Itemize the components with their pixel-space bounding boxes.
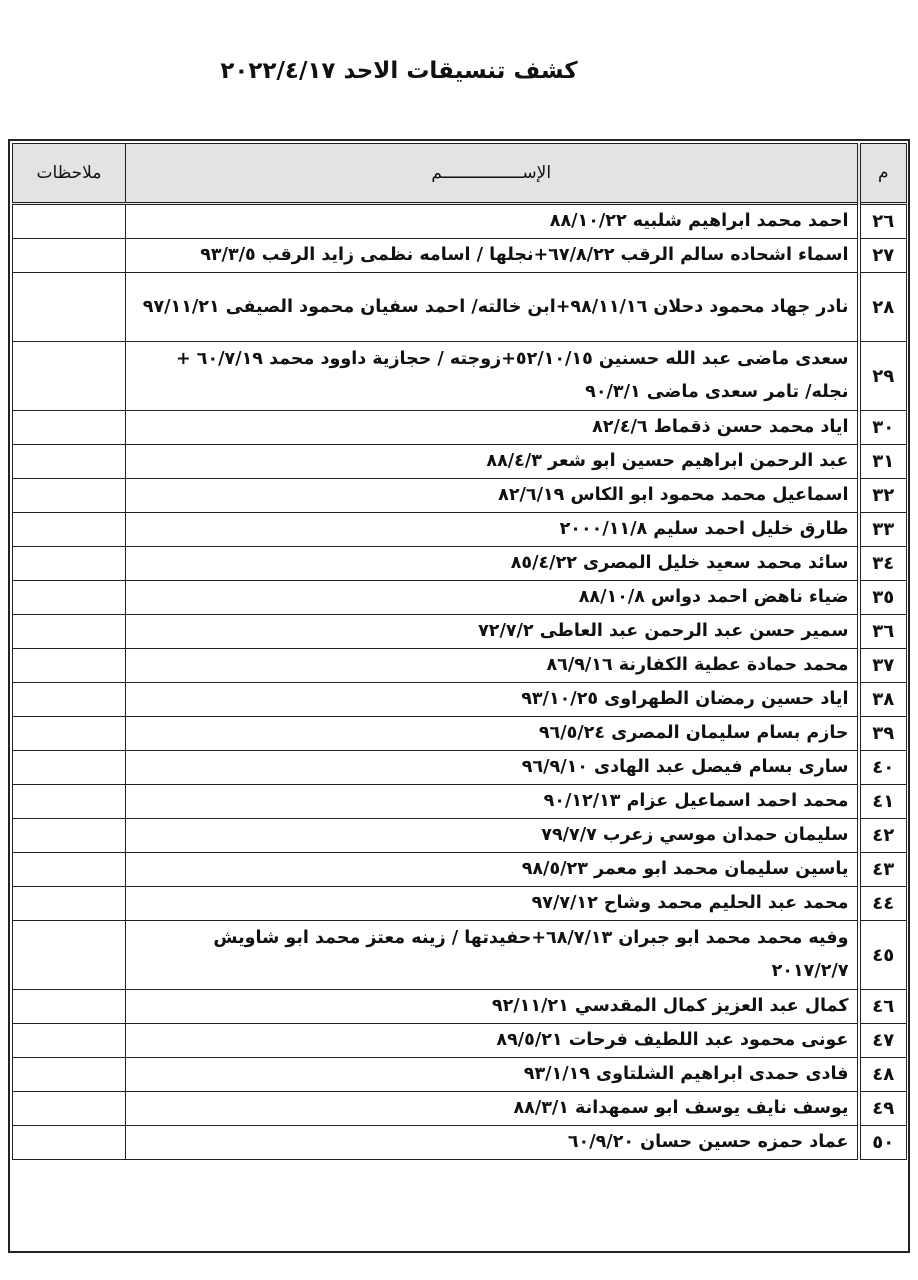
table-row — [13, 239, 907, 273]
table-row — [13, 819, 907, 853]
row-number: ٤٠ — [859, 751, 907, 785]
row-number: ٣٨ — [859, 683, 907, 717]
table-row — [13, 411, 907, 445]
table-row — [13, 785, 907, 819]
table-row — [13, 683, 907, 717]
row-number: ٤٥ — [859, 921, 907, 990]
row-number: ٤٩ — [859, 1092, 907, 1126]
row-name: محمد احمد اسماعيل عزام ٩٠/١٢/١٣ — [126, 785, 859, 819]
row-notes — [13, 649, 126, 683]
row-name: سعدى ماضى عبد الله حسنين ٥٢/١٠/١٥+زوجته / حجازية داوود محمد ٦٠/٧/١٩ + نجله/ تامر سعدى ماضى ٩٠/٣/١ — [126, 342, 859, 411]
table-row — [13, 717, 907, 751]
row-notes — [13, 1058, 126, 1092]
row-notes — [13, 581, 126, 615]
row-notes — [13, 1126, 126, 1160]
row-notes — [13, 513, 126, 547]
row-notes — [13, 990, 126, 1024]
row-name: طارق خليل احمد سليم ٢٠٠٠/١١/٨ — [126, 513, 859, 547]
row-number: ٤١ — [859, 785, 907, 819]
row-number: ٢٦ — [859, 204, 907, 239]
table-row — [13, 581, 907, 615]
table-row — [13, 204, 907, 239]
row-name: محمد حمادة عطية الكفارنة ٨٦/٩/١٦ — [126, 649, 859, 683]
row-number: ٤٣ — [859, 853, 907, 887]
table-row — [13, 649, 907, 683]
table-row — [13, 445, 907, 479]
row-name: سارى بسام فيصل عبد الهادى ٩٦/٩/١٠ — [126, 751, 859, 785]
row-number: ٢٨ — [859, 273, 907, 342]
row-notes — [13, 785, 126, 819]
table-row — [13, 342, 907, 411]
row-number: ٣١ — [859, 445, 907, 479]
row-number: ٣٥ — [859, 581, 907, 615]
header-notes: ملاحظات — [13, 144, 126, 204]
row-number: ٤٧ — [859, 1024, 907, 1058]
row-notes — [13, 411, 126, 445]
row-number: ٤٤ — [859, 887, 907, 921]
row-number: ٣٧ — [859, 649, 907, 683]
row-number: ٢٩ — [859, 342, 907, 411]
row-number: ٣٩ — [859, 717, 907, 751]
table-row — [13, 921, 907, 990]
row-name: سمير حسن عبد الرحمن عبد العاطى ٧٢/٧/٢ — [126, 615, 859, 649]
row-name: عونى محمود عبد اللطيف فرحات ٨٩/٥/٢١ — [126, 1024, 859, 1058]
row-name: اسماء اشحاده سالم الرقب ٦٧/٨/٢٢+نجلها / اسامه نظمى زايد الرقب ٩٣/٣/٥ — [126, 239, 859, 273]
row-notes — [13, 853, 126, 887]
table-header-row — [13, 144, 907, 204]
row-notes — [13, 547, 126, 581]
table-row — [13, 751, 907, 785]
document-title: كشف تنسيقات الاحد ٢٠٢٢/٤/١٧ — [220, 58, 578, 84]
row-notes — [13, 751, 126, 785]
table-row — [13, 1058, 907, 1092]
names-table — [12, 143, 907, 1160]
row-notes — [13, 887, 126, 921]
row-notes — [13, 717, 126, 751]
row-name: سائد محمد سعيد خليل المصرى ٨٥/٤/٢٢ — [126, 547, 859, 581]
row-name: عبد الرحمن ابراهيم حسين ابو شعر ٨٨/٤/٣ — [126, 445, 859, 479]
table-row — [13, 1126, 907, 1160]
row-name: وفيه محمد محمد ابو جبران ٦٨/٧/١٣+حفيدتها / زينه معتز محمد ابو شاويش ٢٠١٧/٢/٧ — [126, 921, 859, 990]
row-notes — [13, 921, 126, 990]
table-row — [13, 547, 907, 581]
row-name: اسماعيل محمد محمود ابو الكاس ٨٢/٦/١٩ — [126, 479, 859, 513]
row-number: ٣٣ — [859, 513, 907, 547]
row-notes — [13, 819, 126, 853]
table-row — [13, 615, 907, 649]
row-notes — [13, 204, 126, 239]
table-row — [13, 990, 907, 1024]
row-notes — [13, 273, 126, 342]
row-number: ٥٠ — [859, 1126, 907, 1160]
row-name: عماد حمزه حسين حسان ٦٠/٩/٢٠ — [126, 1126, 859, 1160]
row-name: محمد عبد الحليم محمد وشاح ٩٧/٧/١٢ — [126, 887, 859, 921]
row-notes — [13, 683, 126, 717]
table-row — [13, 853, 907, 887]
row-name: نادر جهاد محمود دحلان ٩٨/١١/١٦+ابن خالته/ احمد سفيان محمود الصيفى ٩٧/١١/٢١ — [126, 273, 859, 342]
header-name: الإســــــــــــــــم — [126, 144, 859, 204]
table-row — [13, 273, 907, 342]
header-num: م — [859, 144, 907, 204]
table-row — [13, 1092, 907, 1126]
row-notes — [13, 445, 126, 479]
table-body — [13, 204, 907, 1160]
row-number: ٣٤ — [859, 547, 907, 581]
table-row — [13, 479, 907, 513]
row-name: يوسف نايف يوسف ابو سمهدانة ٨٨/٣/١ — [126, 1092, 859, 1126]
row-name: احمد محمد ابراهيم شلبيه ٨٨/١٠/٢٢ — [126, 204, 859, 239]
row-number: ٣٢ — [859, 479, 907, 513]
row-notes — [13, 342, 126, 411]
row-number: ٢٧ — [859, 239, 907, 273]
row-name: اياد محمد حسن ذقماط ٨٢/٤/٦ — [126, 411, 859, 445]
table-row — [13, 1024, 907, 1058]
row-name: حازم بسام سليمان المصرى ٩٦/٥/٢٤ — [126, 717, 859, 751]
row-number: ٣٦ — [859, 615, 907, 649]
row-number: ٣٠ — [859, 411, 907, 445]
row-name: سليمان حمدان موسي زعرب ٧٩/٧/٧ — [126, 819, 859, 853]
row-notes — [13, 1092, 126, 1126]
row-name: اياد حسين رمضان الطهراوى ٩٣/١٠/٢٥ — [126, 683, 859, 717]
row-name: فادى حمدى ابراهيم الشلتاوى ٩٣/١/١٩ — [126, 1058, 859, 1092]
row-name: ضياء ناهض احمد دواس ٨٨/١٠/٨ — [126, 581, 859, 615]
row-notes — [13, 479, 126, 513]
row-notes — [13, 239, 126, 273]
row-number: ٤٢ — [859, 819, 907, 853]
row-notes — [13, 1024, 126, 1058]
row-name: كمال عبد العزيز كمال المقدسي ٩٢/١١/٢١ — [126, 990, 859, 1024]
table-row — [13, 513, 907, 547]
row-name: ياسين سليمان محمد ابو معمر ٩٨/٥/٢٣ — [126, 853, 859, 887]
row-number: ٤٨ — [859, 1058, 907, 1092]
row-notes — [13, 615, 126, 649]
table-row — [13, 887, 907, 921]
row-number: ٤٦ — [859, 990, 907, 1024]
